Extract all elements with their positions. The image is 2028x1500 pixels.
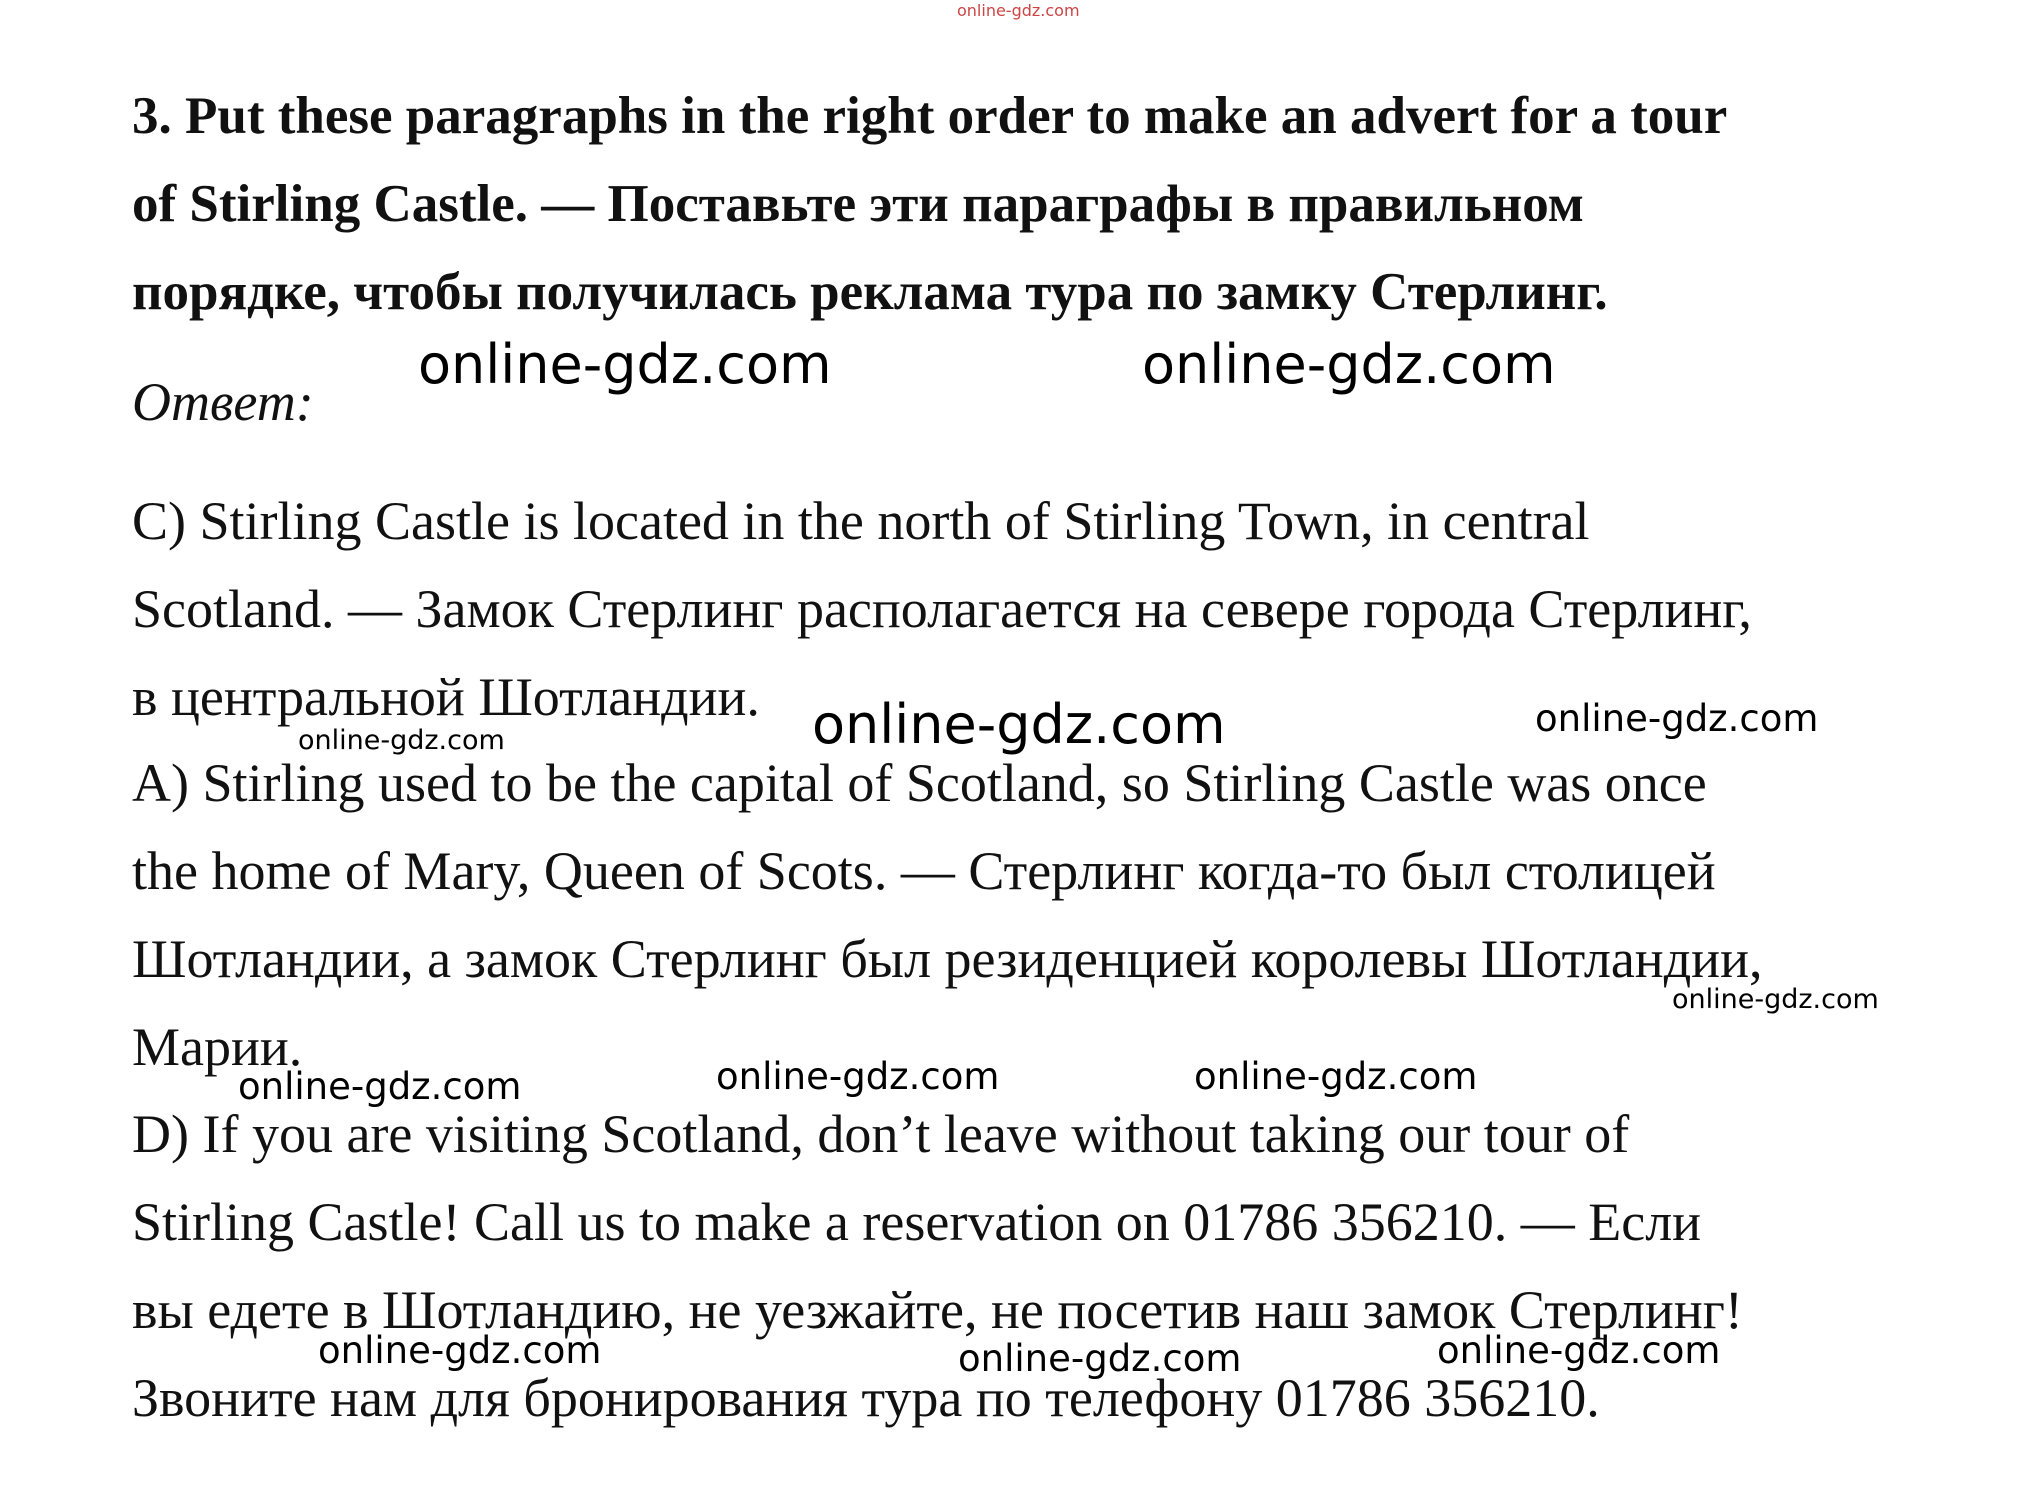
watermark: online-gdz.com (1672, 984, 1879, 1015)
task-heading (132, 72, 1932, 336)
paragraph-d (132, 1090, 1743, 1442)
paragraph-line: Марии. (132, 1017, 303, 1077)
answer-label: Ответ: (132, 372, 314, 432)
watermark: online-gdz.com (418, 333, 832, 396)
heading-line: of Stirling Castle. — Поставьте эти параграфы в правильном (132, 175, 1584, 233)
paragraph-line: Звоните нам для бронирования тура по телефону 01786 356210. (132, 1368, 1600, 1428)
watermark: online-gdz.com (1437, 1329, 1721, 1372)
paragraph-line: Stirling Castle! Call us to make a reservation on 01786 356210. — Если (132, 1192, 1702, 1252)
watermark: online-gdz.com (1535, 697, 1819, 740)
heading-line: порядке, чтобы получилась реклама тура по замку Стерлинг. (132, 263, 1608, 321)
watermark: online-gdz.com (1194, 1055, 1478, 1098)
watermark: online-gdz.com (958, 1337, 1242, 1380)
watermark: online-gdz.com (298, 725, 505, 756)
heading-line: 3. Put these paragraphs in the right order to make an advert for a tour (132, 87, 1728, 145)
paragraph-line: D) If you are visiting Scotland, don’t leave without taking our tour of (132, 1104, 1630, 1164)
watermark: online-gdz.com (238, 1065, 522, 1108)
watermark-top: online-gdz.com (957, 1, 1080, 20)
paragraph-line: the home of Mary, Queen of Scots. — Стерлинг когда-то был столицей (132, 841, 1716, 901)
watermark: online-gdz.com (1142, 333, 1556, 396)
paragraph-line: A) Stirling used to be the capital of Scotland, so Stirling Castle was once (132, 753, 1707, 813)
paragraph-line: Шотландии, а замок Стерлинг был резиденцией королевы Шотландии, (132, 929, 1763, 989)
paragraph-line: Scotland. — Замок Стерлинг располагается на севере города Стерлинг, (132, 579, 1752, 639)
paragraph-a (132, 739, 1762, 1091)
paragraph-line: в центральной Шотландии. (132, 667, 760, 727)
watermark: online-gdz.com (318, 1329, 602, 1372)
paragraph-line: вы едете в Шотландию, не уезжайте, не посетив наш замок Стерлинг! (132, 1280, 1743, 1340)
watermark: online-gdz.com (812, 693, 1226, 756)
watermark: online-gdz.com (716, 1055, 1000, 1098)
paragraph-line: C) Stirling Castle is located in the north of Stirling Town, in central (132, 491, 1590, 551)
